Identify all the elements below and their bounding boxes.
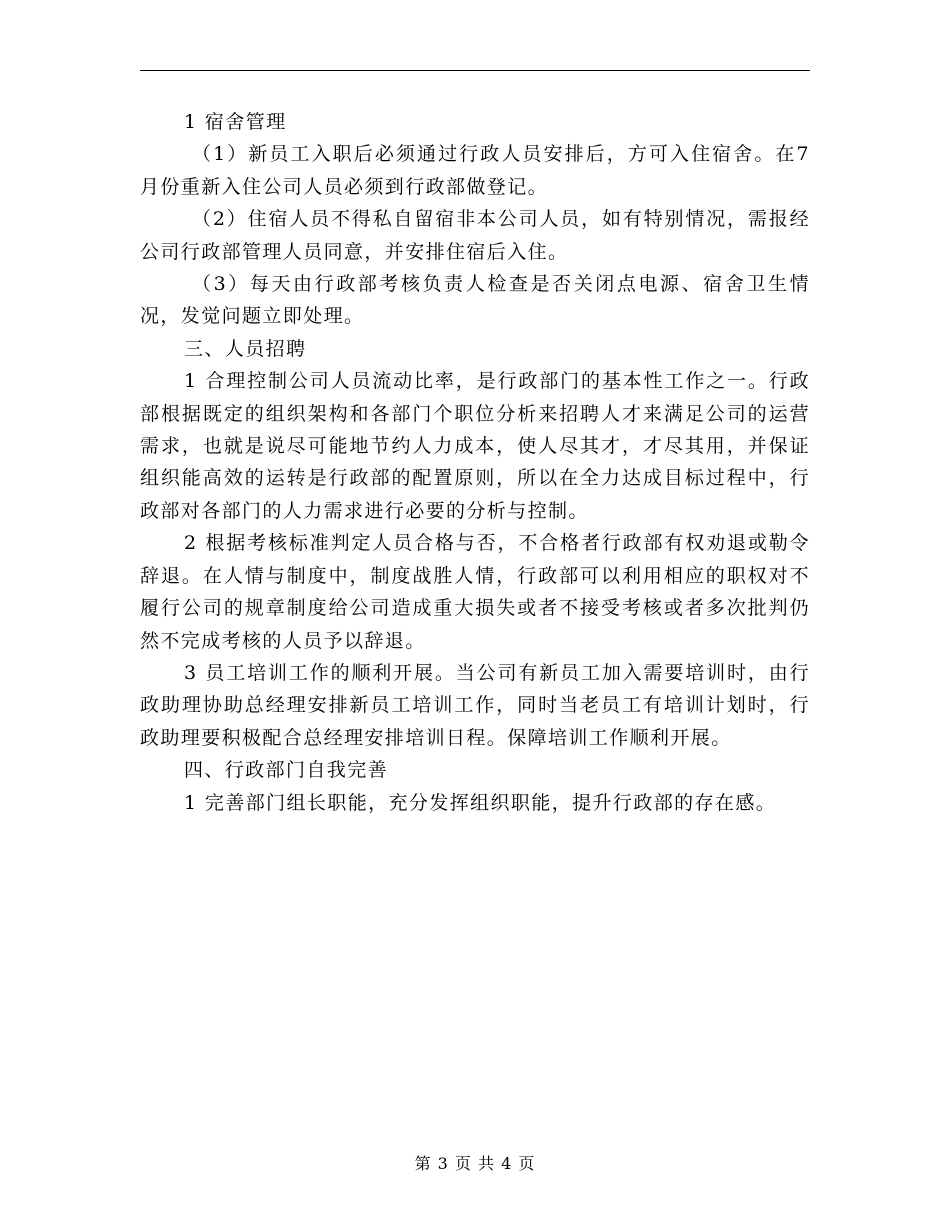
paragraph-recruitment-1: 1 合理控制公司人员流动比率，是行政部门的基本性工作之一。行政部根据既定的组织架构和各部门个职位分析来招聘人才来满足公司的运营需求，也就是说尽可能地节约人力成本，使人尽其才，才尽其用，并保证组织能高效的运转是行政部的配置原则，所以在全力达成目标过程中，行政部对各部门的人力需求进行必要的分析与控制。 — [140, 370, 810, 522]
paragraph-recruitment-2: 2 根据考核标准判定人员合格与否，不合格者行政部有权劝退或勒令辞退。在人情与制度中，制度战胜人情，行政部可以利用相应的职权对不履行公司的规章制度给公司造成重大损失或者不接受考核或者多次批判仍然不完成考核的人员予以辞退。 — [140, 532, 810, 652]
document-body — [140, 106, 810, 819]
header-rule — [140, 70, 810, 71]
footer-suffix: 页 — [518, 1154, 536, 1173]
paragraph-dorm-rule-3: （3）每天由行政部考核负责人检查是否关闭点电源、宿舍卫生情况，发觉问题立即处理。 — [140, 273, 810, 328]
heading-dormitory-management: 1 宿舍管理 — [184, 111, 287, 133]
paragraph-self-improvement-1: 1 完善部门组长职能，充分发挥组织职能，提升行政部的存在感。 — [184, 791, 777, 814]
paragraph-recruitment-3: 3 员工培训工作的顺利开展。当公司有新员工加入需要培训时，由行政助理协助总经理安排新员工培训工作，同时当老员工有培训计划时，行政助理要积极配合总经理安排培训日程。保障培训工作顺利开展。 — [140, 661, 810, 749]
heading-self-improvement: 四、行政部门自我完善 — [184, 759, 389, 782]
footer-total-pages: 4 — [501, 1154, 513, 1173]
heading-recruitment: 三、人员招聘 — [184, 337, 307, 360]
paragraph-dorm-rule-1: （1）新员工入职后必须通过行政人员安排后，方可入住宿舍。在7月份重新入住公司人员必须到行政部做登记。 — [140, 143, 810, 198]
paragraph-dorm-rule-2: （2）住宿人员不得私自留宿非本公司人员，如有特别情况，需报经公司行政部管理人员同意，并安排住宿后入住。 — [140, 208, 810, 263]
footer-prefix: 第 — [414, 1154, 432, 1173]
page-footer — [0, 1151, 950, 1174]
footer-current-page: 3 — [437, 1154, 449, 1173]
footer-middle: 页 共 — [454, 1154, 496, 1173]
